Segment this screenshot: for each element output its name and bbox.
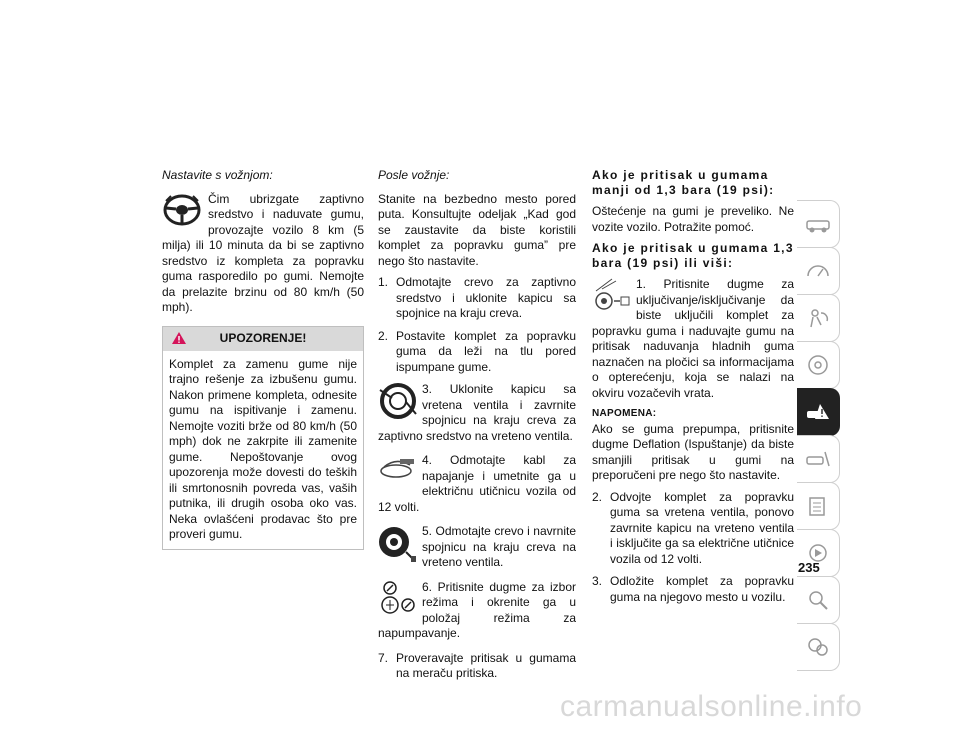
continue-driving-heading: Nastavite s vožnjom:: [162, 168, 273, 182]
low-pressure-text: Oštećenje na gumi je preveliko. Ne vozite vozilo. Potražite pomoć.: [592, 204, 794, 234]
tab-dashboard[interactable]: [797, 247, 840, 295]
steps-list-2: [378, 651, 576, 682]
tab-search[interactable]: [797, 576, 840, 624]
specs-icon: [805, 495, 831, 517]
valve-cap-icon: [378, 382, 418, 425]
tab-emergency[interactable]: [797, 388, 840, 436]
step-5-text: 5. Odmotajte crevo i navrnite spojnicu na kraju creva na vreteno ventila.: [422, 524, 576, 569]
column-left: [162, 168, 364, 550]
tab-car-info[interactable]: [797, 200, 840, 248]
airbag-icon: [805, 307, 831, 329]
after-driving-text: Stanite na bezbedno mesto pored puta. Konsultujte odeljak „Kad god se zaustavite da biste koristili komplet za popravku guma” pre nego što nastavite.: [378, 191, 576, 268]
car-info-icon: [805, 213, 831, 235]
inflate-instruction-text: 1. Pritisnite dugme za uključivanje/isključivanje da biste uključili komplet za popravku guma i naduvajte gumu na pritisak naduvanja hladnih guma naznačen na pločici sa informacijama o opterećenju, koja se nalazi na okviru vozačevih vrata.: [592, 277, 794, 400]
tab-specs[interactable]: [797, 482, 840, 530]
tab-steering[interactable]: [797, 341, 840, 389]
list-item: 1. Odmotajte crevo za zaptivno sredstvo i uklonite kapicu sa spojnice na kraju creva.: [378, 275, 576, 320]
tire-hose-icon: [378, 524, 418, 569]
section-heading-high-pressure: Ako je pritisak u gumama 1,3 bara (19 psi) ili viši:: [592, 241, 794, 270]
tab-service[interactable]: [797, 435, 840, 483]
warning-title: UPOZORENJE!: [219, 330, 307, 345]
step-4: [378, 453, 576, 515]
list-item: 2. Odvojte komplet za popravku guma sa vretena ventila, ponovo zavrnite kapicu na vreteno ventila i isključite ga sa električne utičnice vozila od 12 volti.: [592, 489, 794, 566]
emergency-icon: [805, 401, 831, 423]
tab-language[interactable]: [797, 623, 840, 671]
search-icon: [805, 589, 831, 611]
drive-instruction: [162, 192, 364, 316]
warning-header: [163, 327, 363, 351]
step-5: [378, 524, 576, 571]
section-heading-low-pressure: Ako je pritisak u gumama manji od 1,3 bara (19 psi):: [592, 168, 775, 197]
steering-icon: [805, 354, 831, 376]
tab-airbag[interactable]: [797, 294, 840, 342]
power-plug-icon: [378, 453, 418, 488]
inflate-instruction: [592, 277, 794, 401]
column-middle: [378, 168, 576, 689]
chapter-tabs: [797, 200, 841, 670]
mode-select-icon: [378, 580, 418, 621]
step-6-text: 6. Pritisnite dugme za izbor režima i okrenite ga u položaj režima za napumpavanje.: [378, 579, 576, 640]
service-icon: [805, 448, 831, 470]
step-3-text: 3. Uklonite kapicu sa vretena ventila i zavrnite spojnicu na kraju creva za zaptivno sredstvo na vreteno ventila.: [378, 382, 576, 443]
warning-triangle-icon: [171, 331, 187, 345]
note-label: NAPOMENA:: [592, 408, 657, 419]
steps-list-1: [378, 275, 576, 375]
warning-box: [162, 326, 364, 550]
steps-list-3: [592, 490, 794, 606]
after-driving-heading: Posle vožnje:: [378, 168, 450, 182]
step-3: [378, 382, 576, 444]
steering-wheel-icon: [162, 192, 202, 231]
warning-text: Komplet za zamenu gume nije trajno rešenje za izbušenu gumu. Nakon primene kompleta, odnesite gumu na ispitivanje i zamenu. Nemojte voziti brže od 80 km/h (50 mph) dok ne zakrpite ili zamenite gume. Nepoštovanje ovog upozorenja može dovesti do teških ili smrtonosnih povreda vas, vaših putnika, ili drugih osoba oko vas. Neka ovlašćeni prodavac što pre proveri gumu.: [169, 356, 357, 541]
page-number: 235: [798, 560, 820, 575]
column-right: [592, 168, 794, 612]
compressor-icon: [592, 277, 630, 316]
watermark: carmanualsonline.info: [560, 690, 863, 723]
list-item: 2. Postavite komplet za popravku guma da leži na tlu pored ispumpane gume.: [378, 328, 576, 374]
list-item: 3. Odložite komplet za popravku guma na njegovo mesto u vozilu.: [592, 574, 794, 604]
language-icon: [805, 636, 831, 658]
step-4-text: 4. Odmotajte kabl za napajanje i umetnite ga u električnu utičnicu vozila od 12 volti.: [378, 453, 576, 514]
note-text: Ako se guma prepumpa, pritisnite dugme Deflation (Ispuštanje) da biste smanjili pritisak u gumi na preporučeni pre nego što nastavite.: [592, 421, 794, 482]
list-item: 7. Proveravajte pritisak u gumama na meraču pritiska.: [378, 650, 576, 680]
drive-instruction-text: Čim ubrizgate zaptivno sredstvo i naduvate gumu, provozajte vozilo 8 km (5 milja) ili 10 minuta da bi se zaptivno sredstvo iz kompleta za popravku guma rasporedilo po gumi. Nemojte da prelazite brzinu od 80 km/h (50 mph).: [162, 191, 364, 314]
dashboard-icon: [805, 260, 831, 282]
step-6: [378, 580, 576, 642]
